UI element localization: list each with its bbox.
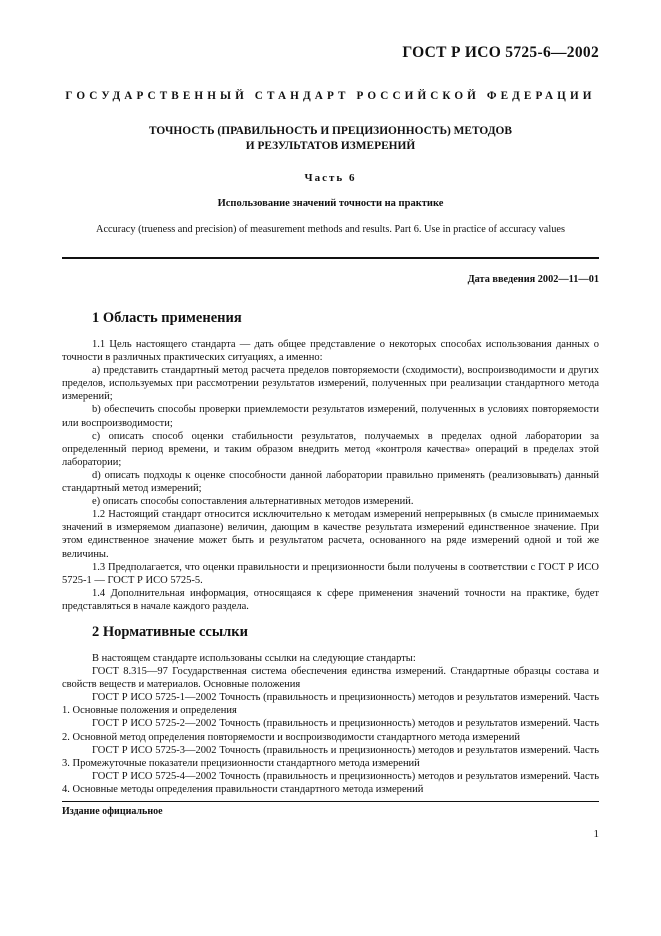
- paragraph: В настоящем стандарте использованы ссылки на следующие стандарты:: [92, 652, 416, 664]
- paragraph: a) представить стандартный метод расчета пределов повторяемости (сходимости), воспроизводимости и других пределов, используемых при рассмотрении результатов измерений, полученных при реализации стандартного метода измерений;: [62, 365, 599, 403]
- paragraph: 1.4 Дополнительная информация, относящаяся к сфере применения значений точности на практике, будет представляться в начале каждого раздела.: [62, 587, 599, 612]
- part-subtitle: Использование значений точности на практике: [217, 198, 444, 209]
- state-standard-heading: ГОСУДАРСТВЕННЫЙ СТАНДАРТ РОССИЙСКОЙ ФЕДЕРАЦИИ: [65, 90, 596, 102]
- paragraph: 1.1 Цель настоящего стандарта — дать общее представление о некоторых способах использования данных о точности в различных практических ситуациях, а именно:: [62, 339, 599, 364]
- section-2-heading: 2 Нормативные ссылки: [92, 623, 248, 640]
- paragraph: e) описать способы сопоставления альтернативных методов измерений.: [92, 496, 414, 508]
- page-number: 1: [593, 828, 599, 840]
- paragraph: d) описать подходы к оценке способности данной лаборатории правильно применять (реализовывать) данный стандартный метод измерений;: [62, 469, 599, 495]
- section-1-heading: 1 Область применения: [92, 310, 242, 326]
- paragraph: 1.3 Предполагается, что оценки правильности и прецизионности были получены в соответствии с ГОСТ Р ИСО 5725-1 — ГОСТ Р ИСО 5725-5.: [62, 561, 599, 586]
- reference-item: ГОСТ Р ИСО 5725-1—2002 Точность (правильность и прецизионность) методов и результатов измерений. Часть 1. Основные положения и определения: [62, 692, 599, 717]
- introduction-date: Дата введения 2002—11—01: [467, 274, 599, 285]
- paragraph: 1.2 Настоящий стандарт относится исключительно к методам измерений непрерывных (в смысле принимаемых значений в измеряемом диапазоне) величин, дающим в качестве результата измерений единственное значение. При этом единственное значение может быть и результатом расчета, основанного на ряде измерений одной и той же величины.: [62, 509, 599, 560]
- english-title: Accuracy (trueness and precision) of measurement methods and results. Part 6. Use in practice of accuracy values: [96, 224, 565, 235]
- paragraph: c) описать способ оценки стабильности результатов, получаемых в пределах одной лаборатории за определенный период времени, и таким образом внедрить метод «контроля качества» операций в пределах этой лаборатории;: [62, 430, 599, 468]
- reference-item: ГОСТ Р ИСО 5725-2—2002 Точность (правильность и прецизионность) методов и результатов измерений. Часть 2. Основной метод определения повторяемости и воспроизводимости стандартного метода измерений: [62, 718, 599, 743]
- reference-item: ГОСТ 8.315—97 Государственная система обеспечения единства измерений. Стандартные образцы состава и свойств веществ и материалов. Основные положения: [62, 666, 599, 691]
- top-divider: [62, 257, 599, 259]
- main-content: [62, 309, 599, 796]
- document-code: ГОСТ Р ИСО 5725-6—2002: [402, 44, 599, 61]
- document-title: [0, 124, 661, 154]
- reference-item: ГОСТ Р ИСО 5725-3—2002 Точность (правильность и прецизионность) методов и результатов измерений. Часть 3. Промежуточные показатели прецизионности стандартного метода измерений: [62, 744, 599, 769]
- footer-divider: [62, 801, 599, 802]
- part-label: Часть 6: [304, 172, 357, 184]
- edition-label: Издание официальное: [62, 806, 163, 817]
- reference-item: ГОСТ Р ИСО 5725-4—2002 Точность (правильность и прецизионность) методов и результатов измерений. Часть 4. Основные методы определения правильности стандартного метода измерений: [62, 770, 599, 795]
- title-line-2: И РЕЗУЛЬТАТОВ ИЗМЕРЕНИЙ: [245, 140, 416, 152]
- paragraph: b) обеспечить способы проверки приемлемости результатов измерений, полученных в условиях повторяемости или воспроизводимости;: [62, 404, 599, 429]
- title-line-1: ТОЧНОСТЬ (ПРАВИЛЬНОСТЬ И ПРЕЦИЗИОННОСТЬ) МЕТОДОВ: [148, 125, 513, 137]
